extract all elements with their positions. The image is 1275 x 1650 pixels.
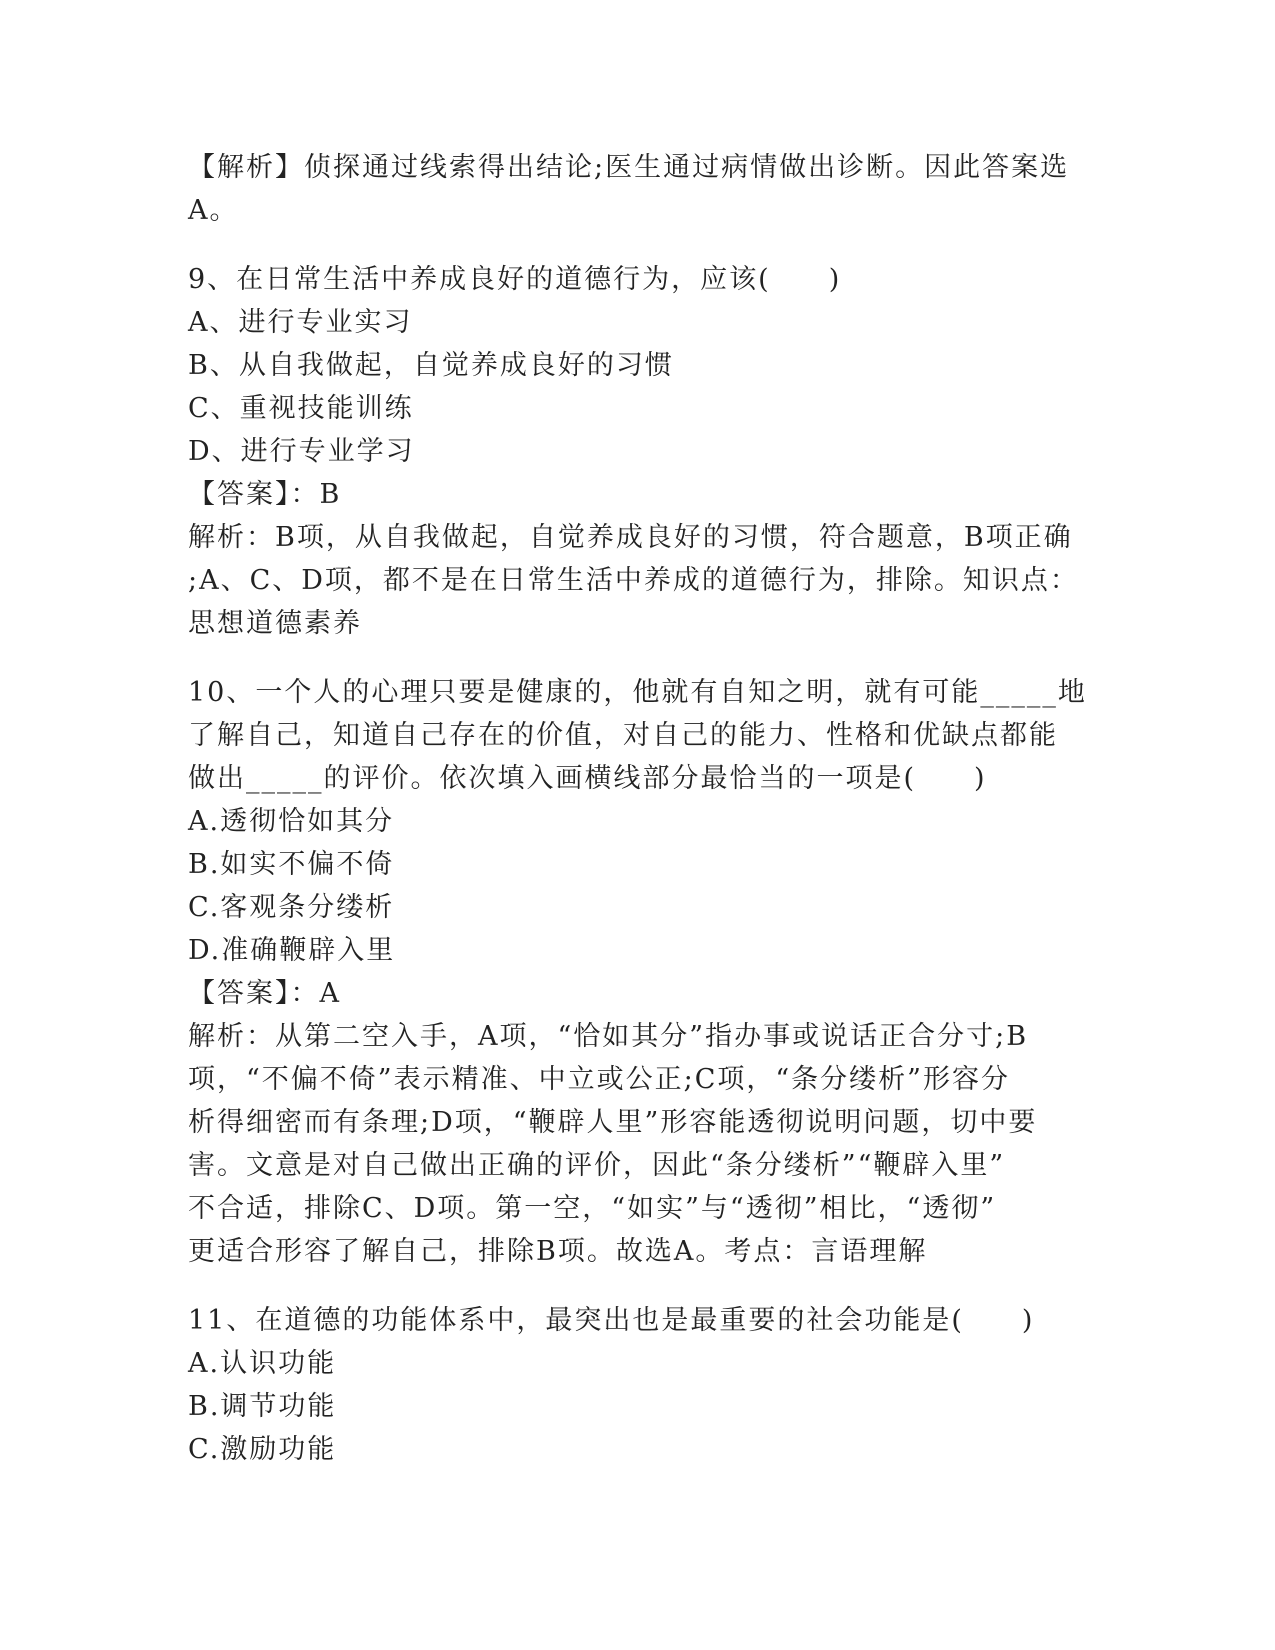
analysis-line: 不合适，排除C、D项。第一空，“如实”与“透彻”相比，“透彻”	[188, 1193, 997, 1224]
question-stem: 了解自己，知道自己存在的价值，对自己的能力、性格和优缺点都能	[188, 720, 1058, 751]
page-content	[188, 146, 1088, 1471]
option-b: B.如实不偏不倚	[188, 849, 395, 880]
analysis-line: 项，“不偏不倚”表示精准、中立或公正;C项，“条分缕析”形容分	[188, 1064, 1010, 1095]
analysis-line: 更适合形容了解自己，排除B项。故选A。考点：言语理解	[188, 1236, 928, 1267]
analysis-line: 思想道德素养	[188, 608, 362, 639]
analysis-line: 解析：从第二空入手，A项，“恰如其分”指办事或说话正合分寸;B	[188, 1021, 1029, 1052]
analysis-line: 解析：B项，从自我做起，自觉养成良好的习惯，符合题意，B项正确	[188, 522, 1073, 553]
option-a: A、进行专业实习	[188, 307, 413, 338]
answer: 【答案】：A	[188, 978, 341, 1009]
analysis-line: 析得细密而有条理;D项，“鞭辟人里”形容能透彻说明问题，切中要	[188, 1107, 1038, 1138]
option-d: D.准确鞭辟入里	[188, 935, 396, 966]
question-stem: 9、在日常生活中养成良好的道德行为，应该( )	[188, 264, 842, 295]
option-c: C.客观条分缕析	[188, 892, 395, 923]
question-stem: 11、在道德的功能体系中，最突出也是最重要的社会功能是( )	[188, 1305, 1035, 1336]
option-a: A.认识功能	[188, 1348, 337, 1379]
question-9	[188, 258, 1088, 645]
question-stem: 做出_____的评价。依次填入画横线部分最恰当的一项是( )	[188, 763, 987, 794]
question-11	[188, 1299, 1088, 1471]
option-c: C、重视技能训练	[188, 393, 414, 424]
answer: 【答案】：B	[188, 479, 342, 510]
option-c: C.激励功能	[188, 1434, 337, 1465]
analysis-line: ;A、C、D项，都不是在日常生活中养成的道德行为，排除。知识点：	[188, 565, 1079, 596]
question-stem: 10、一个人的心理只要是健康的，他就有自知之明，就有可能_____地	[188, 677, 1087, 708]
previous-explanation	[188, 146, 1088, 232]
option-d: D、进行专业学习	[188, 436, 415, 467]
option-b: B、从自我做起，自觉养成良好的习惯	[188, 350, 674, 381]
analysis-line: 害。文意是对自己做出正确的评价，因此“条分缕析”“鞭辟入里”	[188, 1150, 1006, 1181]
option-b: B.调节功能	[188, 1391, 337, 1422]
question-10	[188, 671, 1088, 1273]
explanation-line: A。	[188, 195, 239, 226]
option-a: A.透彻恰如其分	[188, 806, 395, 837]
explanation-line: 【解析】侦探通过线索得出结论;医生通过病情做出诊断。因此答案选	[188, 152, 1070, 183]
